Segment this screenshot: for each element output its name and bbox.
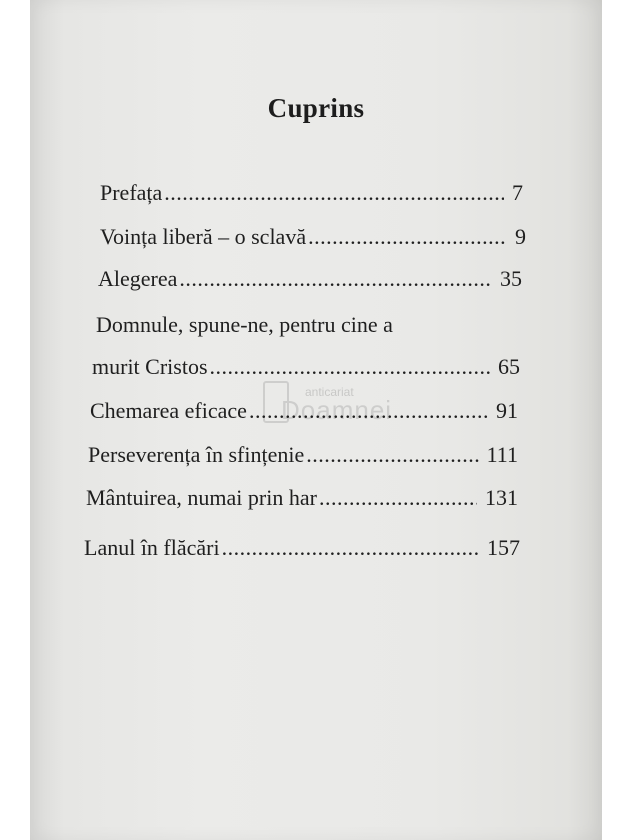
toc-entry-label: Mântuirea, numai prin har: [86, 485, 317, 510]
toc-leader-dots: [179, 266, 492, 292]
toc-entry-domnule: [92, 354, 520, 380]
toc-entry-vointa: [100, 224, 526, 250]
toc-entry-page: 35: [500, 266, 522, 291]
toc-entry-lanul: [84, 535, 520, 561]
toc-entry-perseverenta: [88, 442, 518, 468]
toc-entry-label: Alegerea: [98, 266, 178, 291]
toc-entry-label: Lanul în flăcări: [84, 535, 220, 560]
toc-leader-dots: [164, 180, 504, 206]
toc-entry-prefata: [100, 180, 523, 206]
toc-entry-page: 7: [512, 180, 523, 205]
toc-entry-label: Perseverența în sfințenie: [88, 442, 305, 467]
toc-entry-page: 65: [498, 354, 520, 379]
toc-leader-dots: [308, 224, 507, 250]
toc-leader-dots: [210, 354, 490, 380]
toc-entry-mantuirea: [86, 485, 518, 511]
toc-entry-label: Prefața: [100, 180, 163, 205]
watermark-main-text: Doamnei: [281, 395, 393, 425]
toc-leader-dots: [319, 485, 477, 511]
toc-entry-chemarea: [90, 398, 518, 424]
toc-entry-page: 91: [496, 398, 518, 423]
watermark-top-text: anticariat: [305, 385, 354, 399]
toc-entry-label: Voința liberă – o sclavă: [100, 224, 307, 249]
book-page: [30, 0, 602, 840]
toc-entry-domnule-line1: Domnule, spune-ne, pentru cine a: [96, 312, 393, 337]
toc-entry-page: 111: [486, 442, 518, 467]
toc-leader-dots: [222, 535, 479, 561]
toc-leader-dots: [249, 398, 488, 424]
toc-entry-alegerea: [98, 266, 522, 292]
toc-entry-page: 9: [515, 224, 526, 249]
toc-entry-label: Chemarea eficace: [90, 398, 247, 423]
toc-entry-page: 157: [487, 535, 520, 560]
table-of-contents: [30, 0, 602, 840]
page-title: Cuprins: [267, 93, 365, 123]
toc-leader-dots: [306, 442, 478, 468]
toc-entry-label: murit Cristos: [92, 354, 208, 379]
toc-entry-page: 131: [485, 485, 518, 510]
